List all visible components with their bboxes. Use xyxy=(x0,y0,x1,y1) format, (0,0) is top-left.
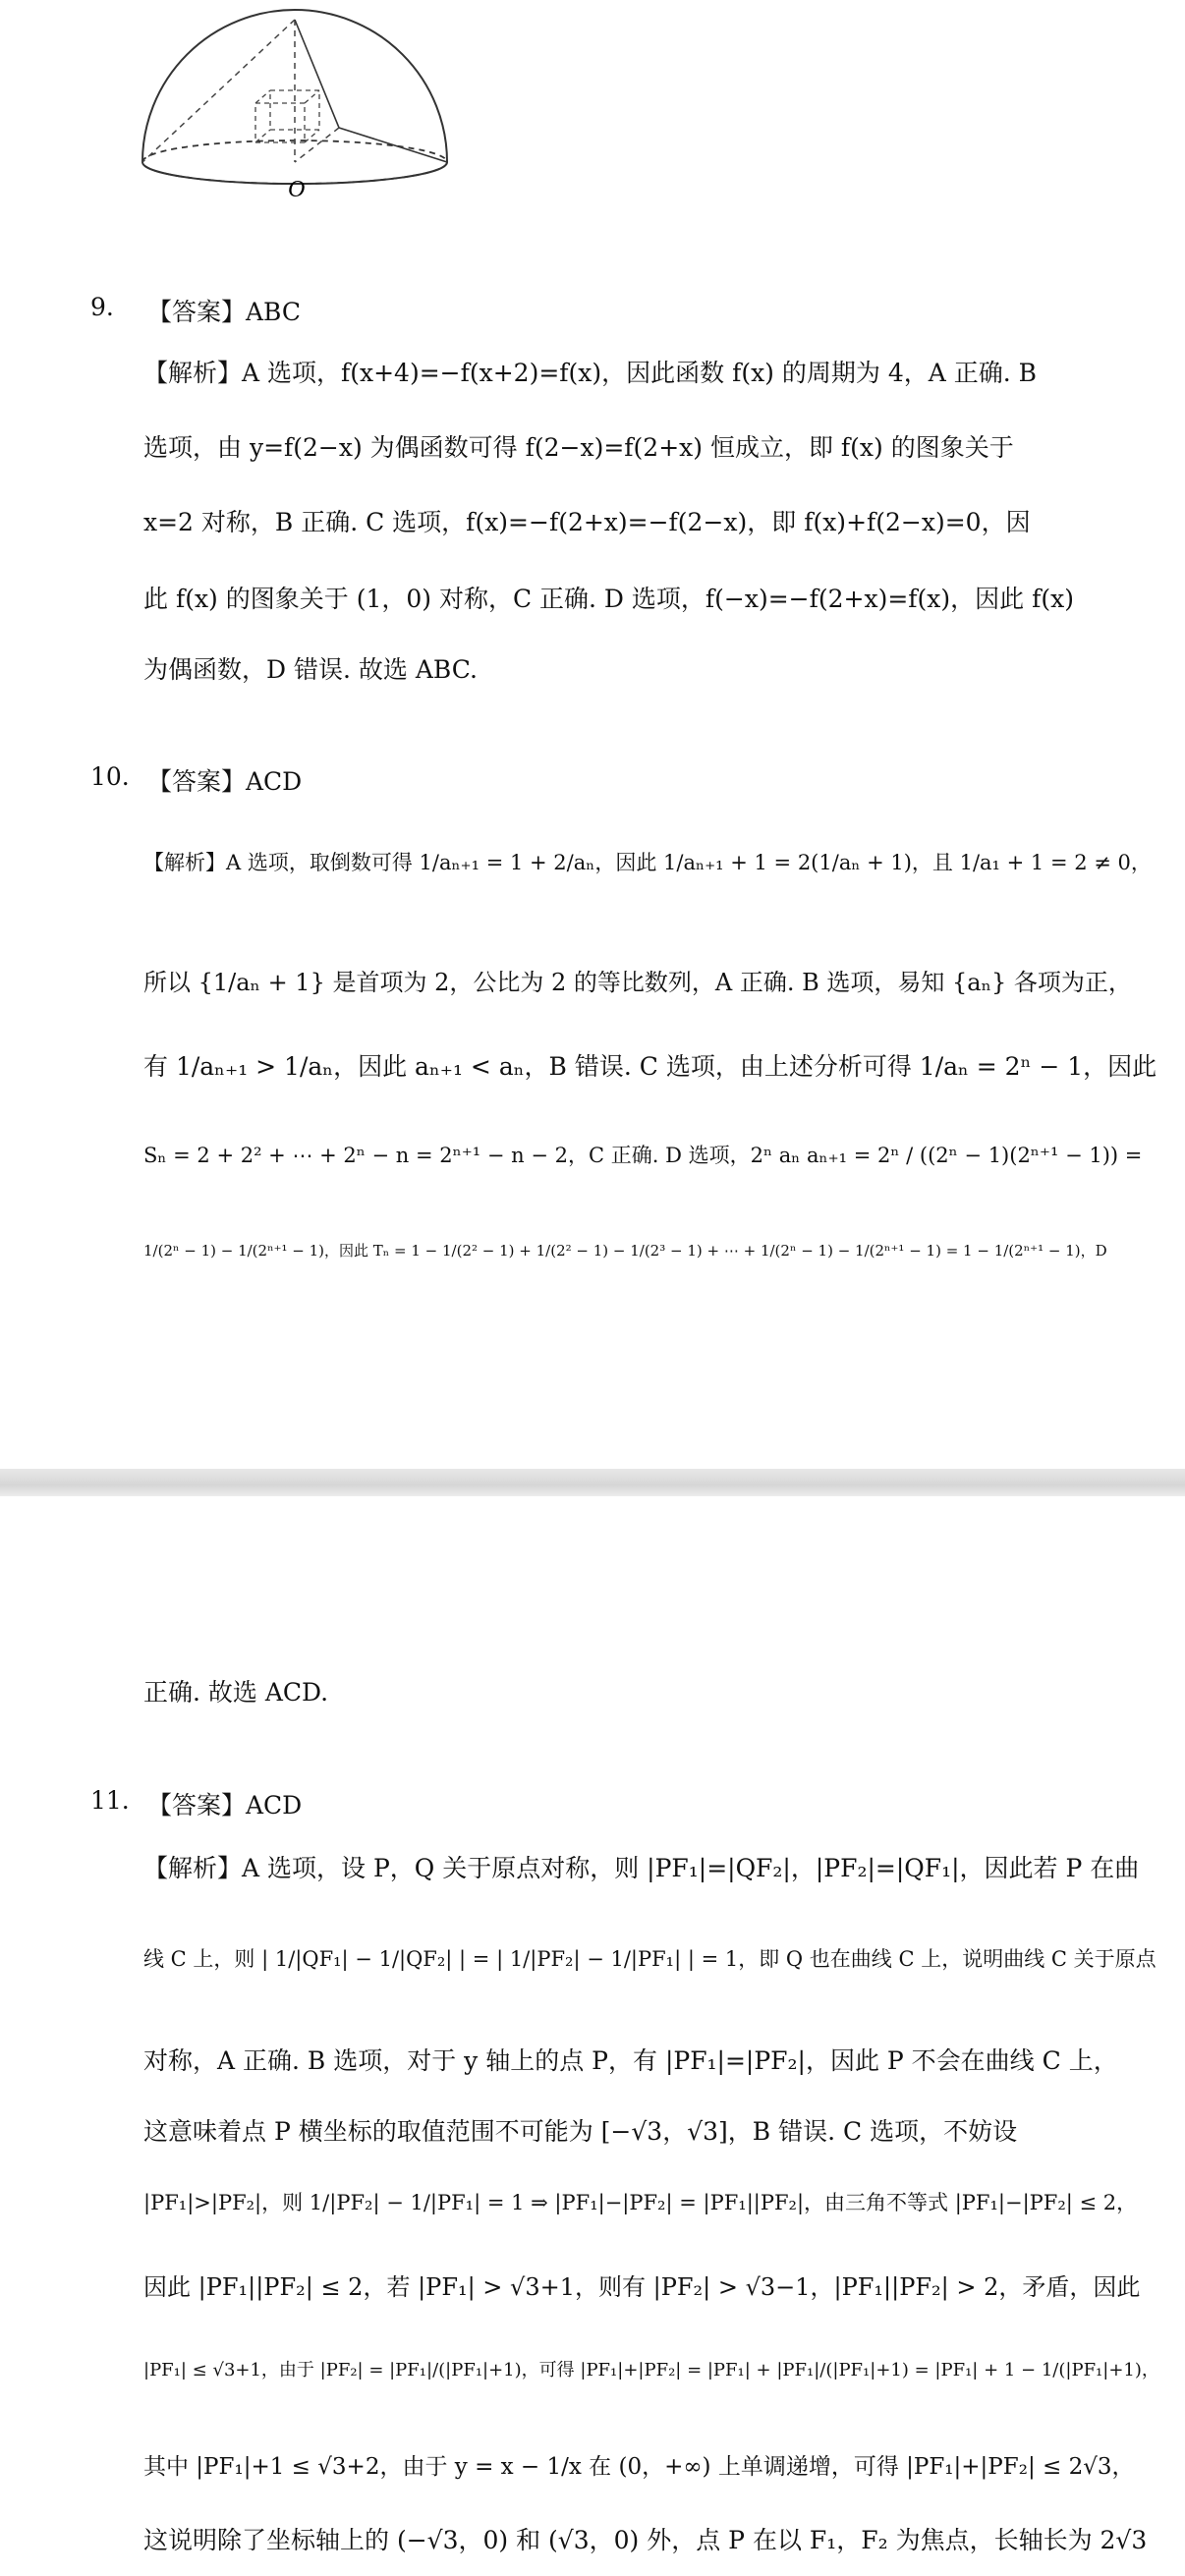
explanation-line: 对称，A 正确. B 选项，对于 y 轴上的点 P，有 |PF₁|=|PF₂|，因此 P 不会在曲线 C 上， xyxy=(143,2046,1118,2075)
explanation-line: Sₙ = 2 + 2² + ⋯ + 2ⁿ − n = 2ⁿ⁺¹ − n − 2，C 正确. D 选项，2ⁿ aₙ aₙ₊₁ = 2ⁿ / ((2ⁿ − 1)(2ⁿ⁺¹ − 1)) = xyxy=(143,1144,1143,1167)
answer-label: 【答案】ACD xyxy=(147,1791,303,1820)
explanation-line: 这说明除了坐标轴上的 (−√3，0) 和 (√3，0) 外，点 P 在以 F₁，F₂ 为焦点，长轴长为 2√3 xyxy=(143,2526,1148,2554)
explanation-line: 为偶函数，D 错误. 故选 ABC. xyxy=(143,655,478,684)
explanation-line: x=2 对称，B 正确. C 选项，f(x)=−f(2+x)=−f(2−x)，即 f(x)+f(2−x)=0，因 xyxy=(143,508,1031,536)
explanation-line: 线 C 上，则 | 1/|QF₁| − 1/|QF₂| | = | 1/|PF₂| − 1/|PF₁| | = 1，即 Q 也在曲线 C 上，说明曲线 C 关于原点 xyxy=(143,1947,1157,1971)
explanation-line: 这意味着点 P 横坐标的取值范围不可能为 [−√3，√3]，B 错误. C 选项，不妨设 xyxy=(143,2117,1018,2146)
explanation-line: 【解析】A 选项，设 P，Q 关于原点对称，则 |PF₁|=|QF₂|，|PF₂|=|QF₁|，因此若 P 在曲 xyxy=(143,1854,1140,1882)
explanation-line: 此 f(x) 的图象关于 (1，0) 对称，C 正确. D 选项，f(−x)=−f(2+x)=f(x)，因此 f(x) xyxy=(143,585,1074,613)
explanation-line: 所以 {1/aₙ + 1} 是首项为 2，公比为 2 的等比数列，A 正确. B 选项，易知 {aₙ} 各项为正， xyxy=(143,969,1132,996)
page-divider xyxy=(0,1469,1185,1496)
explanation-line: 1/(2ⁿ − 1) − 1/(2ⁿ⁺¹ − 1)，因此 Tₙ = 1 − 1/(2² − 1) + 1/(2² − 1) − 1/(2³ − 1) + ⋯ + 1/(2ⁿ − 1) − 1/(2ⁿ⁺¹ − 1) = 1 − 1/(2ⁿ⁺¹ − 1)，D xyxy=(143,1242,1107,1260)
question-number: 10. xyxy=(90,762,130,791)
explanation-line: 选项，由 y=f(2−x) 为偶函数可得 f(2−x)=f(2+x) 恒成立，即 f(x) 的图象关于 xyxy=(143,433,1014,462)
explanation-line: 【解析】A 选项，f(x+4)=−f(x+2)=f(x)，因此函数 f(x) 的周期为 4，A 正确. B xyxy=(143,359,1037,387)
explanation-line: 【解析】A 选项，取倒数可得 1/aₙ₊₁ = 1 + 2/aₙ，因此 1/aₙ₊₁ + 1 = 2(1/aₙ + 1)，且 1/a₁ + 1 = 2 ≠ 0， xyxy=(143,851,1152,874)
answer-label: 【答案】ACD xyxy=(147,767,303,796)
question-number: 9. xyxy=(90,293,114,321)
explanation-line: 其中 |PF₁|+1 ≤ √3+2，由于 y = x − 1/x 在 (0，+∞) 上单调递增，可得 |PF₁|+|PF₂| ≤ 2√3， xyxy=(143,2454,1135,2480)
explanation-line: 因此 |PF₁||PF₂| ≤ 2，若 |PF₁| > √3+1，则有 |PF₂| > √3−1，|PF₁||PF₂| > 2，矛盾，因此 xyxy=(143,2273,1141,2301)
question-number: 11. xyxy=(90,1786,130,1815)
explanation-line: 正确. 故选 ACD. xyxy=(143,1678,329,1707)
point-label-o: O xyxy=(288,177,306,202)
answer-label: 【答案】ABC xyxy=(147,298,302,326)
hemisphere-figure xyxy=(138,0,452,206)
explanation-line: |PF₁| ≤ √3+1，由于 |PF₂| = |PF₁|/(|PF₁|+1)，可得 |PF₁|+|PF₂| = |PF₁| + |PF₁|/(|PF₁|+1) = |PF₁| + 1 − 1/(|PF₁|+1)， xyxy=(143,2360,1159,2380)
explanation-line: |PF₁|>|PF₂|，则 1/|PF₂| − 1/|PF₁| = 1 ⇒ |PF₁|−|PF₂| = |PF₁||PF₂|，由三角不等式 |PF₁|−|PF₂| ≤ 2， xyxy=(143,2191,1138,2214)
explanation-line: 有 1/aₙ₊₁ > 1/aₙ，因此 aₙ₊₁ < aₙ，B 错误. C 选项，由上述分析可得 1/aₙ = 2ⁿ − 1，因此 xyxy=(143,1052,1157,1081)
